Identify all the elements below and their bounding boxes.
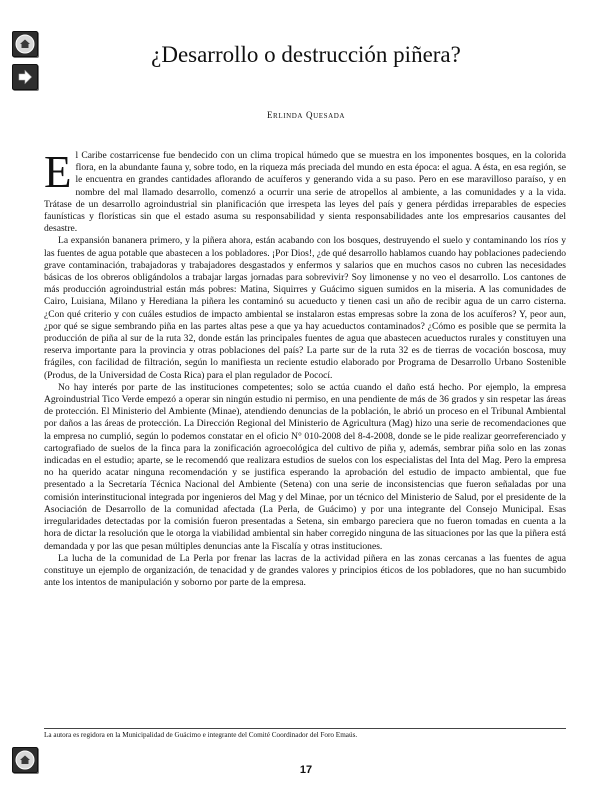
arrow-right-icon [13,65,37,89]
paragraph: El Caribe costarricense fue bendecido con un clima tropical húmedo que se muestra en los imponentes bosques, en la colorida flora, en la abundante fauna y, sobre todo, en la riqueza más preciada del mundo en esta época: el agua. A ésta, en esa región, se le encuentra en grandes cantidades aflorando de acuíferos y generando vida a su paso. Pero en ese maravilloso paraíso, y en nombre del mal llamado desarrollo, comenzó a ocurrir una serie de atropellos al ambiente, a las comunidades y a la vida. Trátase de un desarrollo agroindustrial sin planificación que irrespeta las leyes del país y genera pérdidas irreparables de especies faunísticas y florísticas sin que el estado asuma su responsabilidad y sienta responsabilidades ante los empresarios causantes del desastre. [44,147,566,235]
page-title: ¿Desarrollo o destrucción piñera? [151,42,461,67]
footnote: La autora es regidora en la Municipalidad de Guácimo e integrante del Comité Coordinador del Foro Emaús. [44,731,358,739]
footnote-divider [44,728,566,729]
author-name: ERLINDA QUESADA [266,110,346,120]
drop-cap: E [44,147,72,197]
article-body [44,147,566,589]
paragraph: No hay interés por parte de las instituciones competentes; solo se actúa cuando el daño está hecho. Por ejemplo, la empresa Agroindustrial Tico Verde empezó a operar sin ningún estudio ni permiso, en una pendiente de más de 36 grados y sin respetar las áreas de protección. El Ministerio del Ambiente (Minae), atendiendo denuncias de la población, le abrió un proceso en el Tribunal Ambiental por daños a las áreas de protección. La Dirección Regional del Ministerio de Agricultura (Mag) hizo una serie de recomendaciones que la empresa no cumplió, según lo podemos constatar en el oficio N° 010-2008 del 8-4-2008, donde se le pide realizar georreferenciado y cartografiado de suelos de la finca para la zonificación agroecológica del cultivo de piña y, además, sembrar piña solo en las zonas indicadas en el estudio; aparte, se le recomendó que realizara estudios de suelos con los especialistas del Inta del Mag. Pero la empresa no ha querido acatar ninguna recomendación y se justifica esperando la aprobación del estudio de impacto ambiental, que fue presentado a la Secretaría Técnica Nacional del Ambiente (Setena) con una serie de inconsistencias que fueron señaladas por una comisión interinstitucional integrada por ingenieros del Mag y del Minae, por un técnico del Ministerio de Salud, por el presidente de la Asociación de Desarrollo de la comunidad afectada (La Perla, de Guácimo) y por una integrante del Consejo Municipal. Esas irregularidades detectadas por la comisión fueron presentadas a Setena, sin embargo pareciera que no fueron tomadas en cuenta a la hora de dictar la resolución que le otorga la viabilidad ambiental sin haber corregido ninguna de las situaciones por las que la piñera está demandada y por las que pesan múltiples denuncias ante la Fiscalía y otras instituciones. [44,381,566,552]
page-number: 17 [299,764,313,776]
paragraph: La expansión bananera primero, y la piñera ahora, están acabando con los bosques, destruyendo el suelo y contaminando los ríos y las fuentes de agua potable que abastecen a los pobladores. ¡Por Dios!, ¿de qué desarrollo hablamos cuando hay poblaciones padeciendo grave contaminación, trabajadoras y trabajadores desgastados y enfermos y salarios que en muchos casos no cubren las necesidades básicas de los obreros obligándolos a trabajar largas jornadas para sobrevivir? Soy limonense y no veo el desarrollo. Los cantones de más producción agroindustrial están más pobres: Matina, Siquirres y Guácimo siguen sumidos en la miseria. A las comunidades de Cairo, Luisiana, Milano y Herediana la piñera les contaminó su acueducto y tienen casi un año de recibir agua de un carro cisterna. ¿Con qué criterio y con cuáles estudios de impacto ambiental se instalaron estas empresas sobre la zona de los acuíferos? Y, peor aun, ¿por qué se sigue sembrando piña en las partes altas pese a que ya hay acueductos contaminados? ¿Cómo es posible que se permita la producción de piña al sur de la ruta 32, donde están las principales fuentes de agua que abastecen acueductos rurales y constituyen una reserva importante para la provincia y otras poblaciones del país? La parte sur de la ruta 32 es de tierras de vocación boscosa, muy frágiles, con facilidad de filtración, según lo manifiesta un reciente estudio elaborado por Programa de Desarrollo Urbano Sostenible (Produs, de la Universidad de Costa Rica) para el plan regulador de Pococí. [44,235,566,381]
paragraph: La lucha de la comunidad de La Perla por frenar las lacras de la actividad piñera en las zonas cercanas a las fuentes de agua constituye un ejemplo de organización, de tenacidad y de grandes valores y principios éticos de los pobladores, que no han sucumbido ante los intentos de manipulación y soborno por parte de la empresa. [44,552,566,589]
